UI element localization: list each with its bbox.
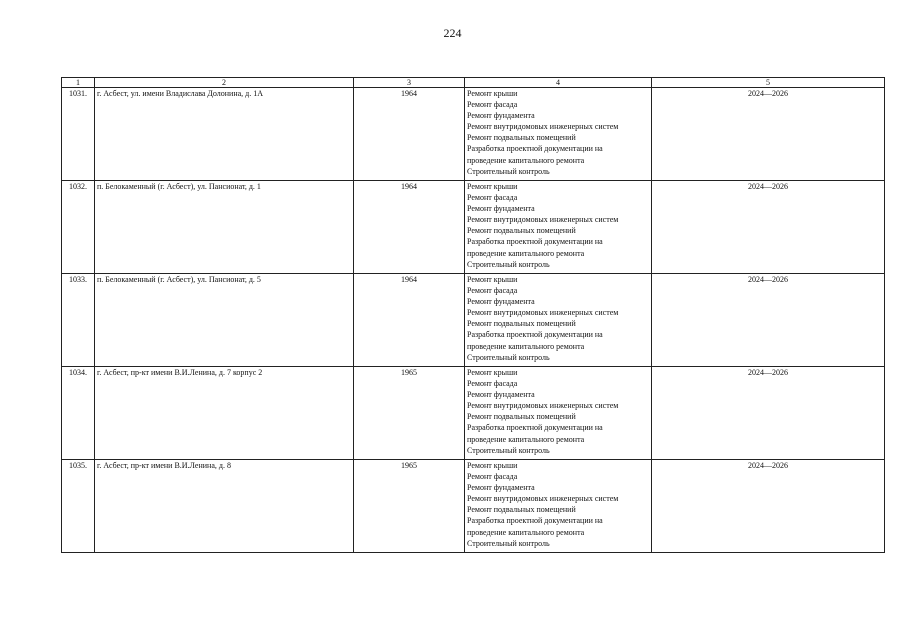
table-row — [62, 460, 885, 553]
row-works-list — [465, 460, 652, 553]
work-item: Ремонт фундамента — [467, 297, 535, 307]
work-item: Ремонт подвальных помещений — [467, 133, 576, 143]
column-header-5: 5 — [652, 78, 885, 88]
row-period: 2024—2026 — [652, 88, 885, 181]
row-address: г. Асбест, пр-кт имени В.И.Ленина, д. 7 корпус 2 — [95, 367, 354, 460]
work-item: Ремонт фундамента — [467, 111, 535, 121]
row-year: 1964 — [354, 274, 465, 367]
work-item: проведение капитального ремонта — [467, 248, 585, 258]
work-item: Ремонт внутридомовых инженерных систем — [467, 308, 619, 318]
table-body — [62, 88, 885, 553]
work-item: Ремонт подвальных помещений — [467, 412, 576, 422]
work-item: Ремонт подвальных помещений — [467, 226, 576, 236]
page-number: 224 — [443, 26, 462, 40]
work-item: Строительный контроль — [467, 538, 550, 548]
work-item: проведение капитального ремонта — [467, 155, 585, 165]
row-number: 1033. — [62, 274, 95, 367]
column-header-1: 1 — [62, 78, 95, 88]
row-address: г. Асбест, ул. имени Владислава Долонина, д. 1А — [95, 88, 354, 181]
work-item: Ремонт фасада — [467, 286, 518, 296]
work-item: Ремонт фасада — [467, 472, 518, 482]
work-item: Разработка проектной документации на — [467, 144, 603, 154]
column-header-3: 3 — [354, 78, 465, 88]
work-item: Строительный контроль — [467, 445, 550, 455]
work-item: Ремонт внутридомовых инженерных систем — [467, 122, 619, 132]
work-item: Ремонт крыши — [467, 461, 518, 470]
row-number: 1032. — [62, 181, 95, 274]
table-row — [62, 88, 885, 181]
work-item: Ремонт подвальных помещений — [467, 319, 576, 329]
work-item: Разработка проектной документации на — [467, 423, 603, 433]
column-header-2: 2 — [95, 78, 354, 88]
row-works-list — [465, 88, 652, 181]
row-period: 2024—2026 — [652, 367, 885, 460]
work-item: Строительный контроль — [467, 352, 550, 362]
work-item: проведение капитального ремонта — [467, 527, 585, 537]
work-item: Строительный контроль — [467, 166, 550, 176]
row-works-list — [465, 367, 652, 460]
table-row — [62, 181, 885, 274]
row-period: 2024—2026 — [652, 274, 885, 367]
work-item: Ремонт фасада — [467, 100, 518, 110]
work-item: проведение капитального ремонта — [467, 434, 585, 444]
work-item: Ремонт фундамента — [467, 483, 535, 493]
column-header-4: 4 — [465, 78, 652, 88]
row-address: г. Асбест, пр-кт имени В.И.Ленина, д. 8 — [95, 460, 354, 553]
table-row — [62, 274, 885, 367]
row-number: 1035. — [62, 460, 95, 553]
table-row — [62, 367, 885, 460]
work-item: Строительный контроль — [467, 259, 550, 269]
row-year: 1965 — [354, 460, 465, 553]
repair-schedule-table — [61, 77, 885, 553]
work-item: Ремонт подвальных помещений — [467, 505, 576, 515]
work-item: проведение капитального ремонта — [467, 341, 585, 351]
work-item: Ремонт внутридомовых инженерных систем — [467, 401, 619, 411]
work-item: Ремонт внутридомовых инженерных систем — [467, 494, 619, 504]
work-item: Ремонт фундамента — [467, 204, 535, 214]
table-header-row — [62, 78, 885, 88]
row-year: 1965 — [354, 367, 465, 460]
work-item: Разработка проектной документации на — [467, 516, 603, 526]
row-year: 1964 — [354, 181, 465, 274]
work-item: Ремонт внутридомовых инженерных систем — [467, 215, 619, 225]
row-address: п. Белокаменный (г. Асбест), ул. Пансионат, д. 1 — [95, 181, 354, 274]
row-works-list — [465, 181, 652, 274]
work-item: Ремонт фундамента — [467, 390, 535, 400]
work-item: Ремонт фасада — [467, 379, 518, 389]
row-year: 1964 — [354, 88, 465, 181]
row-period: 2024—2026 — [652, 181, 885, 274]
work-item: Ремонт крыши — [467, 182, 518, 191]
row-works-list — [465, 274, 652, 367]
row-number: 1034. — [62, 367, 95, 460]
row-period: 2024—2026 — [652, 460, 885, 553]
row-address: п. Белокаменный (г. Асбест), ул. Пансионат, д. 5 — [95, 274, 354, 367]
work-item: Ремонт крыши — [467, 368, 518, 377]
work-item: Разработка проектной документации на — [467, 237, 603, 247]
work-item: Ремонт крыши — [467, 89, 518, 98]
work-item: Разработка проектной документации на — [467, 330, 603, 340]
work-item: Ремонт фасада — [467, 193, 518, 203]
work-item: Ремонт крыши — [467, 275, 518, 284]
row-number: 1031. — [62, 88, 95, 181]
